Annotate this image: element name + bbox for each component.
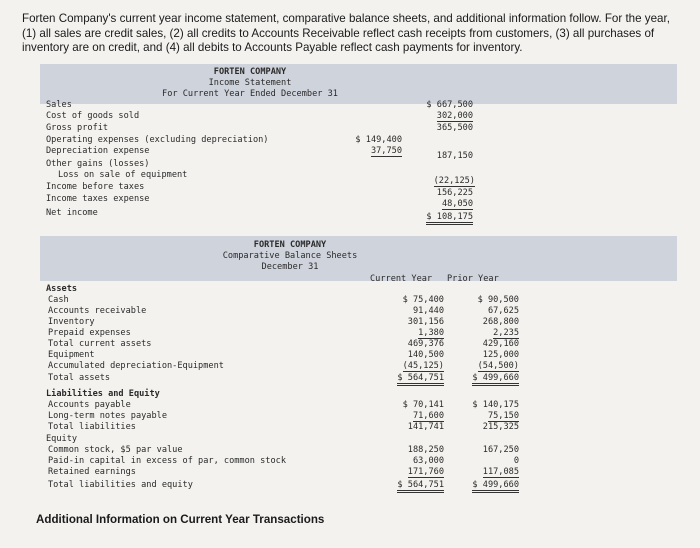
bs-prior-value: (54,500) xyxy=(477,361,519,371)
is-mid-value: 37,750 xyxy=(370,146,402,156)
bs-label: Total current assets xyxy=(48,339,152,349)
income-statement xyxy=(40,64,677,224)
bs-prior-value: 0 xyxy=(513,456,519,466)
bs-label: Retained earnings xyxy=(48,467,136,477)
bs-row xyxy=(40,434,677,445)
income-statement-header xyxy=(40,64,677,104)
bs-row xyxy=(40,480,677,491)
bs-row xyxy=(40,445,677,456)
bs-prior-value: 125,000 xyxy=(482,350,519,360)
bs-prior-value: 117,085 xyxy=(482,467,519,477)
bs-statement-name: Comparative Balance Sheets xyxy=(222,251,358,261)
is-label: Depreciation expense xyxy=(46,146,150,156)
is-row xyxy=(40,123,677,134)
balance-sheets xyxy=(40,236,677,498)
bs-prior-value: 429,160 xyxy=(482,339,519,349)
bs-label: Long-term notes payable xyxy=(48,411,167,421)
is-label: Loss on sale of equipment xyxy=(58,170,188,180)
bs-current-value: $ 564,751 xyxy=(397,480,444,493)
is-right-value: 302,000 xyxy=(436,111,473,121)
balance-sheet-header xyxy=(40,236,677,281)
is-row xyxy=(40,146,677,161)
is-label: Net income xyxy=(46,208,98,218)
bs-prior-value: 167,250 xyxy=(482,445,519,455)
is-right-value: $ 108,175 xyxy=(426,212,473,225)
is-label: Operating expenses (excluding depreciation) xyxy=(46,135,269,145)
bs-label: Prepaid expenses xyxy=(48,328,131,338)
bs-label: Cash xyxy=(48,295,69,305)
is-right-value: 48,050 xyxy=(441,199,473,209)
is-row xyxy=(40,159,677,170)
bs-date: December 31 xyxy=(261,262,319,272)
bs-label: Paid-in capital in excess of par, common stock xyxy=(48,456,286,466)
bs-prior-value: 215,325 xyxy=(482,422,519,432)
bs-current-value: 188,250 xyxy=(407,445,444,455)
bs-prior-value: 268,800 xyxy=(482,317,519,327)
is-statement-name: Income Statement xyxy=(208,78,292,88)
bs-prior-value: 67,625 xyxy=(487,306,519,316)
is-period: For Current Year Ended December 31 xyxy=(162,89,338,99)
bs-label: Equipment xyxy=(48,350,95,360)
is-row xyxy=(40,208,677,222)
is-label: Income taxes expense xyxy=(46,194,150,204)
is-company-name: FORTEN COMPANY xyxy=(213,67,287,77)
bs-prior-value: $ 90,500 xyxy=(477,295,519,305)
is-label: Gross profit xyxy=(46,123,109,133)
bs-current-value: (45,125) xyxy=(402,361,444,371)
bs-row xyxy=(40,306,677,317)
bs-prior-value: $ 140,175 xyxy=(472,400,519,410)
bs-row xyxy=(40,373,677,384)
bs-row xyxy=(40,339,677,350)
bs-row xyxy=(40,422,677,433)
bs-prior-value: 75,150 xyxy=(487,411,519,421)
bs-current-value: 141,741 xyxy=(407,422,444,432)
bs-current-value: 63,000 xyxy=(412,456,444,466)
bs-prior-value: 2,235 xyxy=(493,328,519,338)
is-row xyxy=(40,111,677,122)
bs-current-value: $ 564,751 xyxy=(397,373,444,386)
is-label: Other gains (losses) xyxy=(46,159,150,169)
bs-label: Total assets xyxy=(48,373,111,383)
is-right-value: $ 667,500 xyxy=(426,100,473,110)
bs-label: Accumulated depreciation-Equipment xyxy=(48,361,224,371)
bs-current-value: 171,760 xyxy=(407,467,444,477)
bs-current-value: 91,440 xyxy=(412,306,444,316)
bs-current-value: $ 70,141 xyxy=(402,400,444,410)
bs-row xyxy=(40,284,677,295)
bs-row xyxy=(40,400,677,411)
is-right-value: (22,125) xyxy=(433,176,475,186)
bs-row xyxy=(40,317,677,328)
is-row xyxy=(40,135,677,146)
is-right-value: 365,500 xyxy=(436,123,473,133)
bs-current-value: 71,600 xyxy=(412,411,444,421)
bs-prior-value: $ 499,660 xyxy=(472,480,519,493)
bs-row xyxy=(40,361,677,372)
bs-label: Common stock, $5 par value xyxy=(48,445,183,455)
bs-current-value: $ 75,400 xyxy=(402,295,444,305)
bs-label: Accounts payable xyxy=(48,400,131,410)
is-row xyxy=(40,182,677,198)
bs-row xyxy=(40,350,677,361)
bs-label: Assets xyxy=(46,284,78,294)
is-row xyxy=(40,170,677,186)
bs-current-value: 301,156 xyxy=(407,317,444,327)
bs-row xyxy=(40,328,677,339)
bs-row xyxy=(40,411,677,422)
is-mid-value: $ 149,400 xyxy=(355,135,402,145)
bs-label: Equity xyxy=(46,434,78,444)
bs-row xyxy=(40,389,677,400)
bs-company-name: FORTEN COMPANY xyxy=(253,240,327,250)
bs-label: Inventory xyxy=(48,317,95,327)
is-label: Cost of goods sold xyxy=(46,111,140,121)
is-right-value: 156,225 xyxy=(436,188,473,198)
bs-label: Total liabilities and equity xyxy=(48,480,193,490)
bs-label: Total liabilities xyxy=(48,422,136,432)
additional-info-heading: Additional Information on Current Year Transactions xyxy=(36,513,325,526)
bs-current-value: 1,380 xyxy=(418,328,444,338)
bs-row xyxy=(40,467,677,478)
bs-row xyxy=(40,295,677,306)
is-right-value: 187,150 xyxy=(436,151,473,161)
col-header-current: Current Year xyxy=(370,274,433,284)
is-row xyxy=(40,100,677,111)
bs-current-value: 469,376 xyxy=(407,339,444,349)
is-label: Income before taxes xyxy=(46,182,145,192)
bs-current-value: 140,500 xyxy=(407,350,444,360)
is-row xyxy=(40,194,677,209)
intro-paragraph: Forten Company's current year income statement, comparative balance sheets, and additional information follow. For the year, (1) all sales are credit sales, (2) all credits to Accounts Receivable reflect cash receipts from customers, (3) all purchases of inventory are on credit, and (4) all debits to Accounts Payable reflect cash payments for inventory. xyxy=(22,12,670,55)
col-header-prior: Prior Year xyxy=(447,274,499,284)
bs-label: Accounts receivable xyxy=(48,306,147,316)
bs-label: Liabilities and Equity xyxy=(46,389,160,399)
bs-prior-value: $ 499,660 xyxy=(472,373,519,386)
is-label: Sales xyxy=(46,100,72,110)
bs-row xyxy=(40,456,677,467)
